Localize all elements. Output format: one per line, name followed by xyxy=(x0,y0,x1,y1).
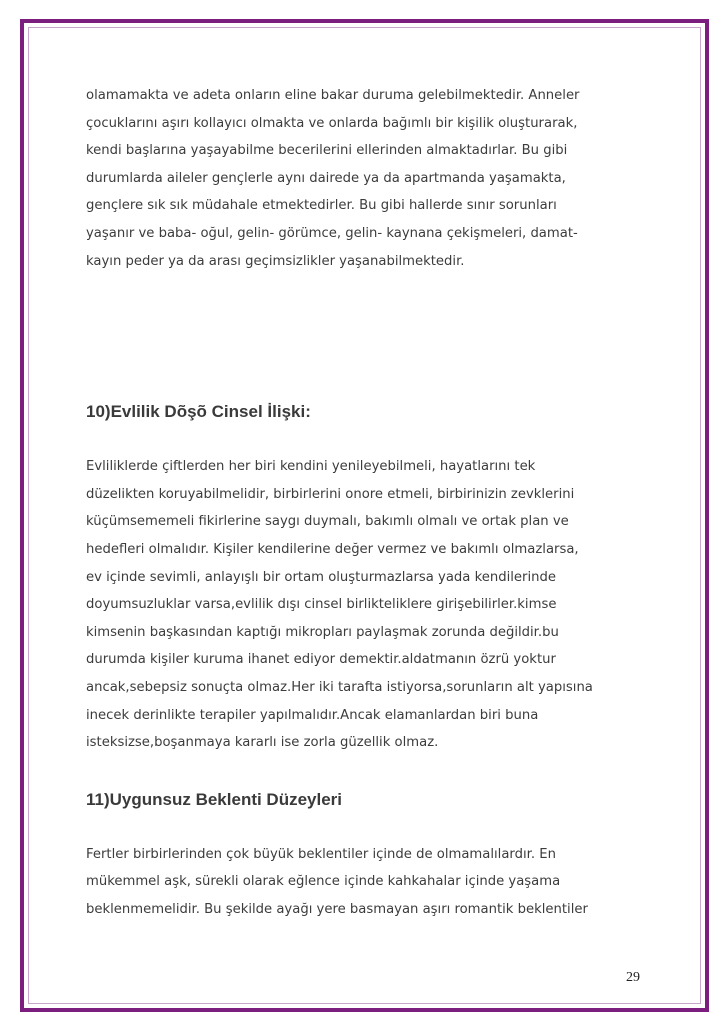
text-line: olamamakta ve adeta onların eline bakar duruma gelebilmektedir. Anneler xyxy=(86,88,580,103)
text-line: Evliliklerde çiftlerden her biri kendini yenileyebilmeli, hayatlarını tek xyxy=(86,459,536,475)
text-line: gençlere sık sık müdahale etmektedirler. Bu gibi hallerde sınır sorunları xyxy=(86,198,557,214)
page-number: 29 xyxy=(626,970,640,985)
text-line: yaşanır ve baba- oğul, gelin- görümce, gelin- kaynana çekişmeleri, damat- xyxy=(86,225,578,241)
text-line: kendi başlarına yaşayabilme becerilerini ellerinden almaktadırlar. Bu gibi xyxy=(86,143,568,159)
text-line: ev içinde sevimli, anlayışlı bir ortam oluşturmazlarsa yada kendilerinde xyxy=(86,569,556,585)
text-line: beklenmemelidir. Bu şekilde ayağı yere basmayan aşırı romantik beklentiler xyxy=(86,901,588,917)
text-line: çocuklarını aşırı kollayıcı olmakta ve onlarda bağımlı bir kişilik oluşturarak, xyxy=(86,115,578,131)
text-line: mükemmel aşk, sürekli olarak eğlence içinde kahkahalar içinde yaşama xyxy=(86,874,561,890)
text-line: düzelikten koruyabilmelidir, birbirlerini onore etmeli, birbirinizin zevklerini xyxy=(86,486,575,502)
text-line: doyumsuzluklar varsa,evlilik dışı cinsel birlikteliklere girişebilirler.kimse xyxy=(86,597,557,613)
text-line: inecek derinlikte terapiler yapılmalıdır.Ancak elamanlardan biri buna xyxy=(86,707,539,723)
text-line: Fertler birbirlerinden çok büyük beklentiler içinde de olmamalılardır. En xyxy=(86,846,556,862)
text-line: kayın peder ya da arası geçimsizlikler yaşanabilmektedir. xyxy=(86,253,465,269)
page-content xyxy=(86,82,646,923)
text-line: durumlarda aileler gençlerle aynı dairede ya da apartmanda yaşamakta, xyxy=(86,170,566,186)
text-line: durumda kişiler kuruma ihanet ediyor demektir.aldatmanın özrü yoktur xyxy=(86,652,556,668)
text-line: kimsenin başkasından kaptığı mikropları paylaşmak zorunda değildir.bu xyxy=(86,624,559,640)
section-11-paragraph xyxy=(86,841,646,924)
text-line: ancak,sebepsiz sonuçta olmaz.Her iki tarafta istiyorsa,sorunların alt yapısına xyxy=(86,679,593,695)
text-line: küçümsememeli fikirlerine saygı duymalı, bakımlı olmalı ve ortak plan ve xyxy=(86,514,569,530)
section-heading-11: 11)Uygunsuz Beklenti Düzeyleri xyxy=(86,789,343,809)
section-heading-10: 10)Evlilik Dõşõ Cinsel İlişki: xyxy=(86,402,311,422)
section-10-paragraph xyxy=(86,453,646,757)
text-line: isteksizse,boşanmaya kararlı ise zorla güzellik olmaz. xyxy=(86,735,439,751)
intro-paragraph xyxy=(86,82,646,275)
text-line: hedefleri olmalıdır. Kişiler kendilerine değer vermez ve bakımlı olmazlarsa, xyxy=(86,541,579,557)
